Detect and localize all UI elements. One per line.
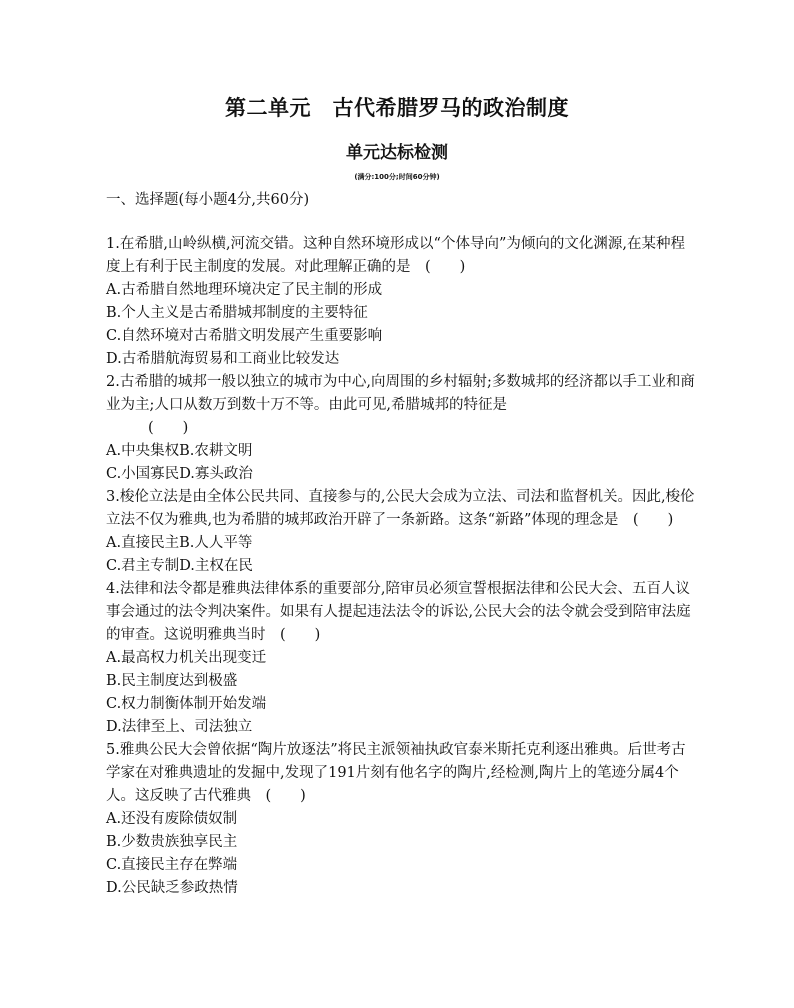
page-subtitle: 单元达标检测 <box>346 143 448 163</box>
option-c[interactable]: C.小国寡民 <box>106 466 180 482</box>
page-title: 第二单元 古代希腊罗马的政治制度 <box>225 96 569 120</box>
section-heading: 一、选择题(每小题4分,共60分) <box>106 192 310 208</box>
option-b[interactable]: B.人人平等 <box>179 535 253 551</box>
option-b[interactable]: B.民主制度达到极盛 <box>106 673 238 689</box>
option-row <box>106 532 696 555</box>
option-row <box>106 440 696 463</box>
option-c[interactable]: C.权力制衡体制开始发端 <box>106 696 267 712</box>
question-4 <box>106 578 696 739</box>
option-d[interactable]: D.寡头政治 <box>179 466 253 482</box>
option-d[interactable]: D.主权在民 <box>179 558 253 574</box>
option-row <box>106 555 696 578</box>
option-a[interactable]: A.直接民主 <box>106 535 180 551</box>
option-d[interactable]: D.古希腊航海贸易和工商业比较发达 <box>106 351 340 367</box>
answer-blank: ( ) <box>148 420 189 436</box>
option-c[interactable]: C.自然环境对古希腊文明发展产生重要影响 <box>106 328 383 344</box>
option-d[interactable]: D.法律至上、司法独立 <box>106 719 253 735</box>
question-5 <box>106 739 696 900</box>
option-a[interactable]: A.中央集权 <box>106 443 180 459</box>
option-a[interactable]: A.还没有废除债奴制 <box>106 811 238 827</box>
question-3 <box>106 486 696 578</box>
question-stem: 4.法律和法令都是雅典法律体系的重要部分,陪审员必须宣誓根据法律和公民大会、五百人议事会通过的法令判决案件。如果有人提起违法法令的诉讼,公民大会的法令就会受到陪审法庭的审查。这说明雅典当时 ( ) <box>106 581 691 643</box>
option-row <box>106 463 696 486</box>
question-stem: 3.梭伦立法是由全体公民共同、直接参与的,公民大会成为立法、司法和监督机关。因此,梭伦立法不仅为雅典,也为希腊的城邦政治开辟了一条新路。这条“新路”体现的理念是 ( ) <box>106 489 695 528</box>
option-b[interactable]: B.少数贵族独享民主 <box>106 834 238 850</box>
option-c[interactable]: C.直接民主存在弊端 <box>106 857 238 873</box>
question-stem: 2.古希腊的城邦一般以独立的城市为中心,向周围的乡村辐射;多数城邦的经济都以手工业和商业为主;人口从数万到数十万不等。由此可见,希腊城邦的特征是 <box>106 374 695 413</box>
option-b[interactable]: B.个人主义是古希腊城邦制度的主要特征 <box>106 305 368 321</box>
question-1 <box>106 233 696 371</box>
question-stem: 1.在希腊,山岭纵横,河流交错。这种自然环境形成以“个体导向”为倾向的文化渊源,在某种程度上有利于民主制度的发展。对此理解正确的是 ( ) <box>106 236 685 275</box>
question-list <box>106 233 696 900</box>
option-a[interactable]: A.最高权力机关出现变迁 <box>106 650 267 666</box>
option-a[interactable]: A.古希腊自然地理环境决定了民主制的形成 <box>106 282 383 298</box>
option-c[interactable]: C.君主专制 <box>106 558 180 574</box>
question-stem: 5.雅典公民大会曾依据“陶片放逐法”将民主派领袖执政官泰米斯托克利逐出雅典。后世考古学家在对雅典遗址的发掘中,发现了191片刻有他名字的陶片,经检测,陶片上的笔迹分属4个人。这反映了古代雅典 ( ) <box>106 742 686 804</box>
score-note: (满分:100分;时间60分钟) <box>354 173 440 181</box>
option-b[interactable]: B.农耕文明 <box>179 443 253 459</box>
option-d[interactable]: D.公民缺乏参政热情 <box>106 880 238 896</box>
question-2 <box>106 371 696 486</box>
